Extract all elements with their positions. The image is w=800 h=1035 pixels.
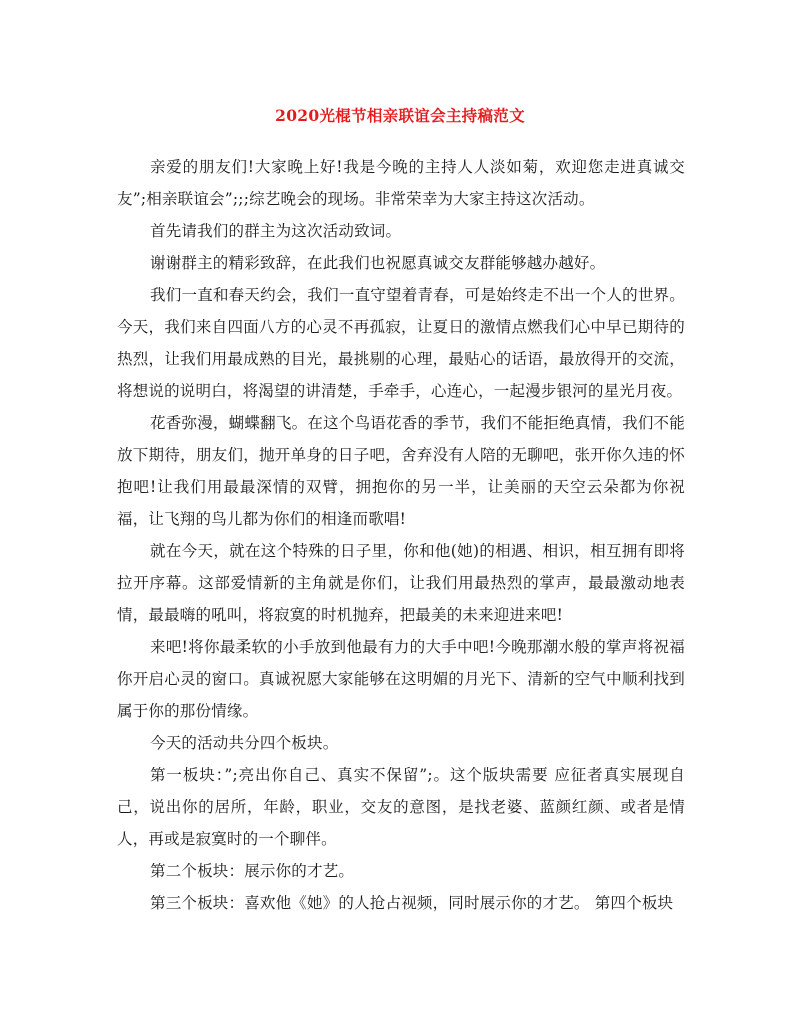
paragraph-section-one: 第一板块：”;亮出你自己、真实不保留”;。这个版块需要 应征者真实展现自己，说出你的居所，年龄，职业，交友的意图，是找老婆、蓝颜红颜、或者是情人，再或是寂寞时的一个聊伴。 xyxy=(117,766,685,848)
paragraph-group-owner-invite: 首先请我们的群主为这次活动致词。 xyxy=(150,222,402,240)
paragraph-thanks: 谢谢群主的精彩致辞，在此我们也祝愿真诚交友群能够越办越好。 xyxy=(150,254,606,272)
paragraph-spring-date: 我们一直和春天约会，我们一直守望着青春，可是始终走不出一个人的世界。今天，我们来自四面八方的心灵不再孤寂，让夏日的激情点燃我们心中早已期待的热烈，让我们用最成熟的目光，最挑剔的心理，最贴心的话语，最放得开的交流，将想说的说明白，将渴望的讲清楚，手牵手，心连心，一起漫步银河的星光月夜。 xyxy=(117,286,685,400)
paragraph-section-two: 第二个板块：展示你的才艺。 xyxy=(150,862,355,880)
paragraph-flowers: 花香弥漫，蝴蝶翻飞。在这个鸟语花香的季节，我们不能拒绝真情，我们不能放下期待，朋友们，抛开单身的日子吧，舍弃没有人陪的无聊吧，张开你久违的怀抱吧!让我们用最最深情的双臂，拥抱你的另一半，让美丽的天空云朵都为你祝福，让飞翔的鸟儿都为你们的相逢而歌唱! xyxy=(117,414,685,528)
paragraph-section-three: 第三个板块：喜欢他《她》的人抢占视频，同时展示你的才艺。 第四个板块 xyxy=(150,894,674,912)
paragraph-come-on: 来吧!将你最柔软的小手放到他最有力的大手中吧!今晚那潮水般的掌声将祝福你开启心灵的窗口。真诚祝愿大家能够在这明媚的月光下、清新的空气中顺利找到属于你的那份情缘。 xyxy=(117,638,685,720)
document-body xyxy=(117,151,685,919)
paragraph-today: 就在今天，就在这个特殊的日子里，你和他(她)的相遇、相识，相互拥有即将拉开序幕。这部爱情新的主角就是你们，让我们用最热烈的掌声，最最激动地表情，最最嗨的吼叫，将寂寞的时机抛弃，把最美的未来迎进来吧! xyxy=(117,542,685,624)
paragraph-greeting: 亲爱的朋友们!大家晚上好!我是今晚的主持人人淡如菊，欢迎您走进真诚交友”;相亲联谊会”;;;综艺晚会的现场。非常荣幸为大家主持这次活动。 xyxy=(117,158,685,208)
document-title: 2020光棍节相亲联谊会主持稿范文 xyxy=(275,106,525,125)
paragraph-four-sections: 今天的活动共分四个板块。 xyxy=(150,734,339,752)
